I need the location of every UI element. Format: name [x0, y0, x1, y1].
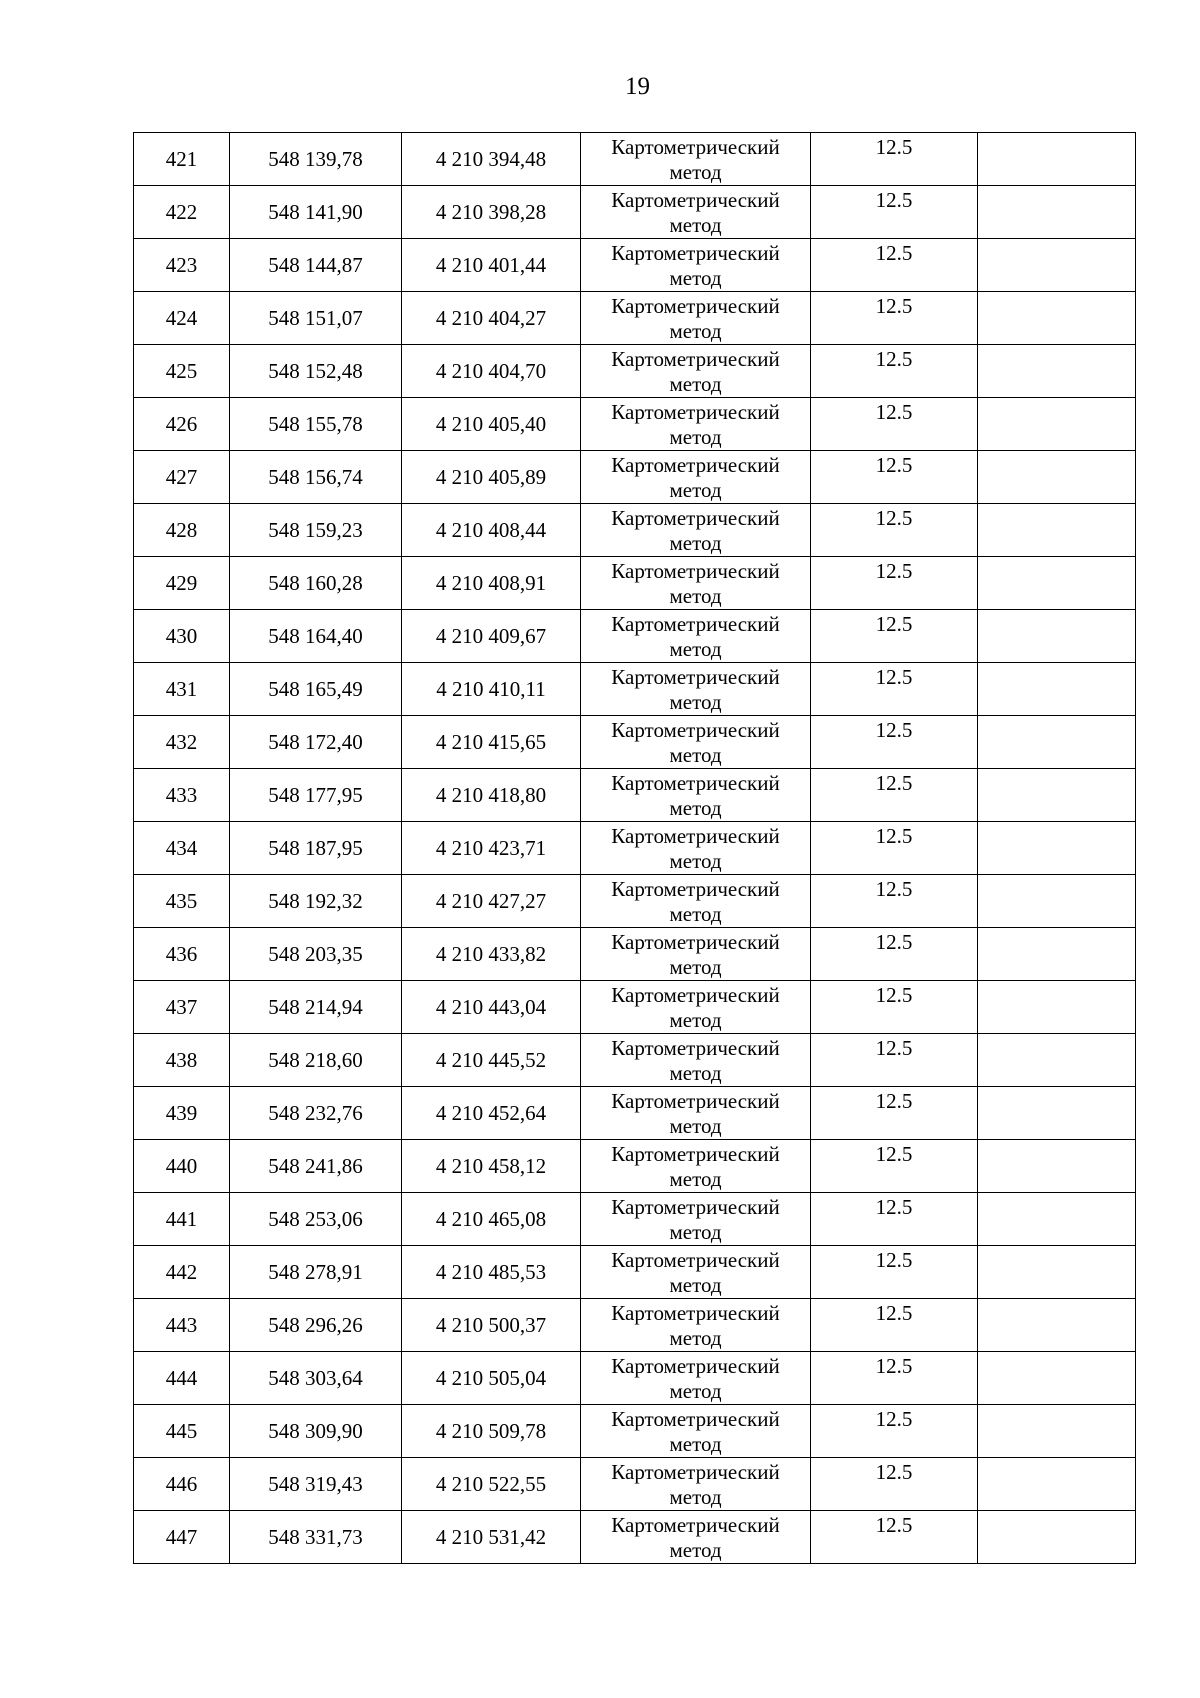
accuracy-cell: 12.5: [811, 1299, 978, 1352]
table-row: [134, 1352, 1136, 1405]
method-cell: [581, 398, 811, 451]
table-row: [134, 1458, 1136, 1511]
method-line-1: Картометрический: [611, 718, 780, 742]
method-line-2: метод: [669, 743, 722, 767]
y-coordinate-cell: 4 210 394,48: [402, 133, 581, 186]
method-line-1: Картометрический: [611, 665, 780, 689]
table-row: [134, 186, 1136, 239]
point-number-cell: 438: [134, 1034, 230, 1087]
method-line-2: метод: [669, 1061, 722, 1085]
point-number-cell: 427: [134, 451, 230, 504]
x-coordinate-cell: 548 151,07: [230, 292, 402, 345]
method-line-2: метод: [669, 425, 722, 449]
x-coordinate-cell: 548 218,60: [230, 1034, 402, 1087]
table-row: [134, 1034, 1136, 1087]
method-cell: [581, 504, 811, 557]
point-number-cell: 423: [134, 239, 230, 292]
method-line-1: Картометрический: [611, 188, 780, 212]
table-row: [134, 345, 1136, 398]
method-line-1: Картометрический: [611, 347, 780, 371]
note-cell: [978, 1405, 1136, 1458]
method-cell: [581, 1511, 811, 1564]
method-line-2: метод: [669, 372, 722, 396]
point-number-cell: 430: [134, 610, 230, 663]
x-coordinate-cell: 548 165,49: [230, 663, 402, 716]
y-coordinate-cell: 4 210 452,64: [402, 1087, 581, 1140]
method-line-2: метод: [669, 531, 722, 555]
y-coordinate-cell: 4 210 445,52: [402, 1034, 581, 1087]
accuracy-cell: 12.5: [811, 1140, 978, 1193]
y-coordinate-cell: 4 210 415,65: [402, 716, 581, 769]
x-coordinate-cell: 548 331,73: [230, 1511, 402, 1564]
accuracy-cell: 12.5: [811, 133, 978, 186]
method-line-1: Картометрический: [611, 1089, 780, 1113]
table-row: [134, 716, 1136, 769]
point-number-cell: 442: [134, 1246, 230, 1299]
method-cell: [581, 981, 811, 1034]
note-cell: [978, 875, 1136, 928]
note-cell: [978, 716, 1136, 769]
note-cell: [978, 292, 1136, 345]
method-line-1: Картометрический: [611, 612, 780, 636]
point-number-cell: 422: [134, 186, 230, 239]
method-line-1: Картометрический: [611, 1301, 780, 1325]
method-line-1: Картометрический: [611, 241, 780, 265]
method-line-2: метод: [669, 584, 722, 608]
point-number-cell: 446: [134, 1458, 230, 1511]
note-cell: [978, 663, 1136, 716]
accuracy-cell: 12.5: [811, 398, 978, 451]
coordinates-table: [133, 132, 1136, 1564]
y-coordinate-cell: 4 210 398,28: [402, 186, 581, 239]
method-cell: [581, 716, 811, 769]
x-coordinate-cell: 548 319,43: [230, 1458, 402, 1511]
note-cell: [978, 1352, 1136, 1405]
point-number-cell: 428: [134, 504, 230, 557]
note-cell: [978, 610, 1136, 663]
x-coordinate-cell: 548 296,26: [230, 1299, 402, 1352]
y-coordinate-cell: 4 210 500,37: [402, 1299, 581, 1352]
x-coordinate-cell: 548 144,87: [230, 239, 402, 292]
method-line-1: Картометрический: [611, 400, 780, 424]
method-cell: [581, 875, 811, 928]
accuracy-cell: 12.5: [811, 981, 978, 1034]
note-cell: [978, 1299, 1136, 1352]
accuracy-cell: 12.5: [811, 1511, 978, 1564]
method-line-1: Картометрический: [611, 453, 780, 477]
table-row: [134, 1246, 1136, 1299]
note-cell: [978, 133, 1136, 186]
method-line-2: метод: [669, 1273, 722, 1297]
point-number-cell: 432: [134, 716, 230, 769]
method-line-2: метод: [669, 319, 722, 343]
method-line-2: метод: [669, 1379, 722, 1403]
y-coordinate-cell: 4 210 509,78: [402, 1405, 581, 1458]
y-coordinate-cell: 4 210 418,80: [402, 769, 581, 822]
note-cell: [978, 398, 1136, 451]
note-cell: [978, 822, 1136, 875]
y-coordinate-cell: 4 210 531,42: [402, 1511, 581, 1564]
point-number-cell: 434: [134, 822, 230, 875]
y-coordinate-cell: 4 210 405,89: [402, 451, 581, 504]
method-line-1: Картометрический: [611, 559, 780, 583]
note-cell: [978, 1140, 1136, 1193]
note-cell: [978, 557, 1136, 610]
point-number-cell: 443: [134, 1299, 230, 1352]
method-line-1: Картометрический: [611, 1407, 780, 1431]
note-cell: [978, 345, 1136, 398]
accuracy-cell: 12.5: [811, 1087, 978, 1140]
table-row: [134, 1511, 1136, 1564]
y-coordinate-cell: 4 210 458,12: [402, 1140, 581, 1193]
method-line-1: Картометрический: [611, 1036, 780, 1060]
x-coordinate-cell: 548 253,06: [230, 1193, 402, 1246]
x-coordinate-cell: 548 160,28: [230, 557, 402, 610]
x-coordinate-cell: 548 192,32: [230, 875, 402, 928]
note-cell: [978, 239, 1136, 292]
method-line-2: метод: [669, 1485, 722, 1509]
method-cell: [581, 186, 811, 239]
note-cell: [978, 1511, 1136, 1564]
table-row: [134, 1193, 1136, 1246]
method-line-2: метод: [669, 796, 722, 820]
x-coordinate-cell: 548 303,64: [230, 1352, 402, 1405]
method-line-2: метод: [669, 849, 722, 873]
accuracy-cell: 12.5: [811, 292, 978, 345]
point-number-cell: 440: [134, 1140, 230, 1193]
accuracy-cell: 12.5: [811, 557, 978, 610]
y-coordinate-cell: 4 210 485,53: [402, 1246, 581, 1299]
x-coordinate-cell: 548 152,48: [230, 345, 402, 398]
method-cell: [581, 822, 811, 875]
method-line-1: Картометрический: [611, 1248, 780, 1272]
accuracy-cell: 12.5: [811, 716, 978, 769]
method-line-1: Картометрический: [611, 877, 780, 901]
method-line-1: Картометрический: [611, 1195, 780, 1219]
y-coordinate-cell: 4 210 408,91: [402, 557, 581, 610]
accuracy-cell: 12.5: [811, 186, 978, 239]
x-coordinate-cell: 548 164,40: [230, 610, 402, 663]
point-number-cell: 431: [134, 663, 230, 716]
x-coordinate-cell: 548 139,78: [230, 133, 402, 186]
method-line-2: метод: [669, 266, 722, 290]
method-line-2: метод: [669, 690, 722, 714]
method-line-2: метод: [669, 1220, 722, 1244]
method-line-2: метод: [669, 1326, 722, 1350]
method-line-1: Картометрический: [611, 294, 780, 318]
x-coordinate-cell: 548 159,23: [230, 504, 402, 557]
method-line-1: Картометрический: [611, 1142, 780, 1166]
note-cell: [978, 186, 1136, 239]
note-cell: [978, 1246, 1136, 1299]
point-number-cell: 421: [134, 133, 230, 186]
method-cell: [581, 133, 811, 186]
point-number-cell: 444: [134, 1352, 230, 1405]
accuracy-cell: 12.5: [811, 875, 978, 928]
method-line-2: метод: [669, 160, 722, 184]
page-number: 19: [625, 73, 650, 100]
method-line-1: Картометрический: [611, 506, 780, 530]
y-coordinate-cell: 4 210 433,82: [402, 928, 581, 981]
accuracy-cell: 12.5: [811, 1246, 978, 1299]
table-row: [134, 1405, 1136, 1458]
point-number-cell: 429: [134, 557, 230, 610]
point-number-cell: 436: [134, 928, 230, 981]
note-cell: [978, 1193, 1136, 1246]
method-line-2: метод: [669, 213, 722, 237]
table-row: [134, 1299, 1136, 1352]
accuracy-cell: 12.5: [811, 822, 978, 875]
point-number-cell: 445: [134, 1405, 230, 1458]
method-cell: [581, 451, 811, 504]
point-number-cell: 441: [134, 1193, 230, 1246]
accuracy-cell: 12.5: [811, 1352, 978, 1405]
accuracy-cell: 12.5: [811, 504, 978, 557]
method-cell: [581, 345, 811, 398]
method-cell: [581, 1087, 811, 1140]
note-cell: [978, 981, 1136, 1034]
point-number-cell: 437: [134, 981, 230, 1034]
method-cell: [581, 1405, 811, 1458]
table-row: [134, 981, 1136, 1034]
method-cell: [581, 610, 811, 663]
method-cell: [581, 1299, 811, 1352]
x-coordinate-cell: 548 278,91: [230, 1246, 402, 1299]
y-coordinate-cell: 4 210 404,70: [402, 345, 581, 398]
method-line-1: Картометрический: [611, 135, 780, 159]
x-coordinate-cell: 548 309,90: [230, 1405, 402, 1458]
table-row: [134, 1087, 1136, 1140]
y-coordinate-cell: 4 210 410,11: [402, 663, 581, 716]
x-coordinate-cell: 548 177,95: [230, 769, 402, 822]
method-cell: [581, 557, 811, 610]
method-cell: [581, 1193, 811, 1246]
point-number-cell: 426: [134, 398, 230, 451]
method-line-1: Картометрический: [611, 771, 780, 795]
accuracy-cell: 12.5: [811, 1193, 978, 1246]
accuracy-cell: 12.5: [811, 769, 978, 822]
method-line-1: Картометрический: [611, 824, 780, 848]
y-coordinate-cell: 4 210 409,67: [402, 610, 581, 663]
table-row: [134, 875, 1136, 928]
accuracy-cell: 12.5: [811, 1458, 978, 1511]
y-coordinate-cell: 4 210 505,04: [402, 1352, 581, 1405]
table-row: [134, 769, 1136, 822]
accuracy-cell: 12.5: [811, 1034, 978, 1087]
method-cell: [581, 663, 811, 716]
method-cell: [581, 1034, 811, 1087]
point-number-cell: 424: [134, 292, 230, 345]
method-line-2: метод: [669, 902, 722, 926]
point-number-cell: 439: [134, 1087, 230, 1140]
method-line-1: Картометрический: [611, 930, 780, 954]
note-cell: [978, 769, 1136, 822]
table-row: [134, 133, 1136, 186]
x-coordinate-cell: 548 214,94: [230, 981, 402, 1034]
method-line-1: Картометрический: [611, 1460, 780, 1484]
table-row: [134, 398, 1136, 451]
method-line-1: Картометрический: [611, 1354, 780, 1378]
method-line-2: метод: [669, 1114, 722, 1138]
method-cell: [581, 1352, 811, 1405]
point-number-cell: 425: [134, 345, 230, 398]
y-coordinate-cell: 4 210 408,44: [402, 504, 581, 557]
coordinates-table-body: [134, 133, 1136, 1564]
point-number-cell: 433: [134, 769, 230, 822]
method-line-1: Картометрический: [611, 1513, 780, 1537]
y-coordinate-cell: 4 210 423,71: [402, 822, 581, 875]
y-coordinate-cell: 4 210 405,40: [402, 398, 581, 451]
table-row: [134, 822, 1136, 875]
x-coordinate-cell: 548 155,78: [230, 398, 402, 451]
x-coordinate-cell: 548 141,90: [230, 186, 402, 239]
y-coordinate-cell: 4 210 404,27: [402, 292, 581, 345]
x-coordinate-cell: 548 187,95: [230, 822, 402, 875]
method-line-1: Картометрический: [611, 983, 780, 1007]
x-coordinate-cell: 548 241,86: [230, 1140, 402, 1193]
table-row: [134, 239, 1136, 292]
y-coordinate-cell: 4 210 465,08: [402, 1193, 581, 1246]
method-cell: [581, 1246, 811, 1299]
table-row: [134, 451, 1136, 504]
y-coordinate-cell: 4 210 443,04: [402, 981, 581, 1034]
method-cell: [581, 769, 811, 822]
table-row: [134, 504, 1136, 557]
y-coordinate-cell: 4 210 401,44: [402, 239, 581, 292]
method-cell: [581, 239, 811, 292]
table-row: [134, 928, 1136, 981]
x-coordinate-cell: 548 203,35: [230, 928, 402, 981]
accuracy-cell: 12.5: [811, 610, 978, 663]
table-row: [134, 663, 1136, 716]
x-coordinate-cell: 548 156,74: [230, 451, 402, 504]
method-line-2: метод: [669, 1538, 722, 1562]
table-row: [134, 557, 1136, 610]
method-cell: [581, 928, 811, 981]
method-cell: [581, 1458, 811, 1511]
method-line-2: метод: [669, 1167, 722, 1191]
method-line-2: метод: [669, 1432, 722, 1456]
accuracy-cell: 12.5: [811, 239, 978, 292]
note-cell: [978, 1034, 1136, 1087]
x-coordinate-cell: 548 172,40: [230, 716, 402, 769]
method-line-2: метод: [669, 1008, 722, 1032]
note-cell: [978, 928, 1136, 981]
accuracy-cell: 12.5: [811, 1405, 978, 1458]
note-cell: [978, 504, 1136, 557]
note-cell: [978, 451, 1136, 504]
y-coordinate-cell: 4 210 427,27: [402, 875, 581, 928]
point-number-cell: 435: [134, 875, 230, 928]
method-line-2: метод: [669, 637, 722, 661]
point-number-cell: 447: [134, 1511, 230, 1564]
accuracy-cell: 12.5: [811, 345, 978, 398]
table-row: [134, 292, 1136, 345]
method-cell: [581, 292, 811, 345]
method-line-2: метод: [669, 478, 722, 502]
note-cell: [978, 1458, 1136, 1511]
method-line-2: метод: [669, 955, 722, 979]
accuracy-cell: 12.5: [811, 928, 978, 981]
y-coordinate-cell: 4 210 522,55: [402, 1458, 581, 1511]
note-cell: [978, 1087, 1136, 1140]
accuracy-cell: 12.5: [811, 663, 978, 716]
table-row: [134, 610, 1136, 663]
method-cell: [581, 1140, 811, 1193]
x-coordinate-cell: 548 232,76: [230, 1087, 402, 1140]
accuracy-cell: 12.5: [811, 451, 978, 504]
table-row: [134, 1140, 1136, 1193]
